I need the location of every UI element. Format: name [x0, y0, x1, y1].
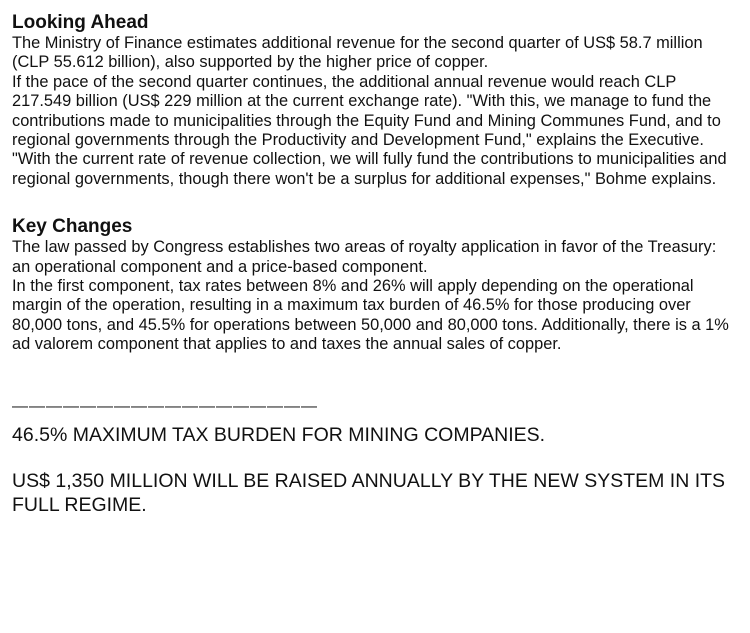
- dash-divider: ——————————————————: [12, 397, 318, 415]
- callout-tax-burden: 46.5% MAXIMUM TAX BURDEN FOR MINING COMPANIES.: [12, 423, 546, 446]
- paragraph: The law passed by Congress establishes two areas of royalty application in favor of the Treasury: an operational component and a price-based component.: [12, 238, 717, 276]
- section-title-key-changes: Key Changes: [12, 216, 133, 238]
- section-looking-ahead: [12, 12, 738, 189]
- callouts: [12, 423, 738, 517]
- section-title-looking-ahead: Looking Ahead: [12, 12, 149, 33]
- callout-revenue: US$ 1,350 MILLION WILL BE RAISED ANNUALLY BY THE NEW SYSTEM IN ITS FULL REGIME.: [12, 469, 726, 516]
- paragraph: The Ministry of Finance estimates additional revenue for the second quarter of US$ 58.7 million (CLP 55.612 billion), also supported by the higher price of copper.: [12, 34, 703, 72]
- section-key-changes: [12, 216, 738, 354]
- paragraph: "With the current rate of revenue collection, we will fully fund the contributions to municipalities and regional governments, though there won't be a surplus for additional expenses," Bohme explains.: [12, 150, 727, 188]
- paragraph: In the first component, tax rates between 8% and 26% will apply depending on the operational margin of the operation, resulting in a maximum tax burden of 46.5% for those producing over 80,000 tons, and 45.5% for operations between 50,000 and 80,000 tons. Additionally, there is a 1% ad valorem component that applies to and taxes the annual sales of copper.: [12, 277, 729, 354]
- paragraph: If the pace of the second quarter continues, the additional annual revenue would reach CLP 217.549 billion (US$ 229 million at the current exchange rate). "With this, we manage to fund the contributions made to municipalities through the Equity Fund and Mining Communes Fund, and to regional governments through the Productivity and Development Fund," explains the Executive.: [12, 72, 721, 150]
